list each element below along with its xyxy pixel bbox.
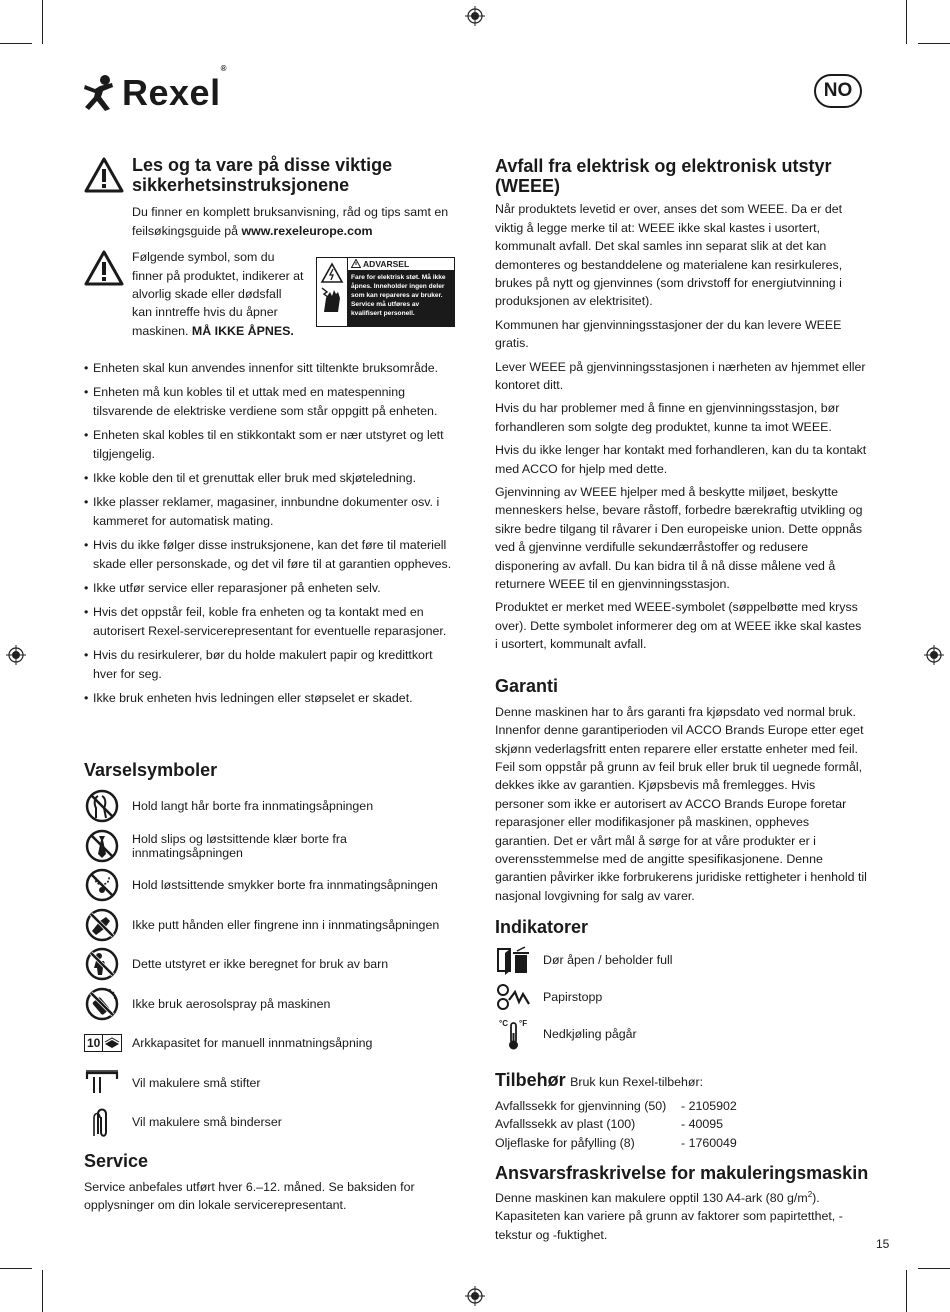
- accessories-heading: Tilbehør: [495, 1070, 566, 1090]
- symbol-label: Arkkapasitet for manuell innmatningsåpning: [132, 1036, 373, 1051]
- disclaimer-section: [495, 1163, 875, 1244]
- indicators-section: [495, 917, 867, 1053]
- staple-icon: [84, 1065, 120, 1101]
- weee-paragraph: Når produktets levetid er over, anses det som WEEE. Da er det viktig å legge merke til at: WEEE ikke skal kastes i usortert, kommunalt avfall. Det skal samles inn separat slik at det kan demonteres og bestanddelene og materialene kan resirkuleres, brukes på nytt og gjenvinnes (som drivstoff for energiutvinning i produksjonen av elektrisitet).: [495, 202, 843, 309]
- symbols-heading: Varselsymboler: [84, 760, 218, 780]
- symbol-label: Vil makulere små stifter: [132, 1075, 261, 1090]
- service-heading: Service: [84, 1151, 149, 1171]
- sheet-capacity-value: 10: [85, 1035, 103, 1051]
- accessory-name: Avfallssekk for gjenvinning (50): [495, 1099, 667, 1113]
- warning-triangle-icon: [84, 250, 124, 286]
- no-jewelry-icon: [84, 867, 120, 903]
- symbol-row: [84, 905, 456, 945]
- service-section: [84, 1151, 456, 1215]
- crop-mark: [42, 1270, 43, 1312]
- safety-bullet-item: • Ikke bruk enheten hvis ledningen eller støpselet er skadet.: [84, 689, 460, 707]
- disclaimer-text: Denne maskinen kan makulere opptil 130 A4-ark (80 $g/m^2$). Kapasiteten kan variere på grunn av faktorer som papirtetthet, -tekstur og -fuktighet.: [495, 1189, 843, 1242]
- symbol-label: Hold langt hår borte fra innmatingsåpningen: [132, 799, 374, 814]
- warning-label-body: Fare for elektrisk støt. Må ikke åpnes. Inneholder ingen deler som kan repareres av bruker. Service må utføres av kvalifisert personell.: [348, 271, 454, 326]
- paper-jam-icon: [495, 980, 531, 1014]
- brand-name: Rexel®: [122, 64, 227, 113]
- crop-mark: [918, 43, 950, 44]
- accessory-list: [495, 1097, 867, 1152]
- crop-mark: [918, 1268, 950, 1269]
- disclaimer-heading: Ansvarsfraskrivelse for makuleringsmaskin: [495, 1163, 869, 1183]
- warning-label: [316, 257, 455, 327]
- no-aerosol-icon: [84, 986, 120, 1022]
- registration-mark-icon: [924, 645, 944, 665]
- symbol-row: [84, 1024, 456, 1064]
- accessories-section: [495, 1070, 867, 1152]
- accessory-name: Oljeflaske for påfylling (8): [495, 1135, 635, 1150]
- indicator-label: Nedkjøling pågår: [543, 1027, 637, 1042]
- electric-shock-hand-icon: [320, 284, 344, 314]
- accessories-subheading: Bruk kun Rexel-tilbehør:: [570, 1075, 704, 1089]
- symbol-row: [84, 787, 456, 827]
- safety-heading: Les og ta vare på disse viktige sikkerhetsinstruksjonene: [132, 155, 393, 196]
- crop-mark: [906, 1270, 907, 1312]
- no-tie-icon: [84, 828, 120, 864]
- crop-mark: [42, 0, 43, 44]
- registration-mark-icon: [6, 645, 26, 665]
- warranty-section: [495, 676, 867, 905]
- crop-mark: [0, 1268, 32, 1269]
- weee-paragraph: Produktet er merket med WEEE-symbolet (søppelbøtte med kryss over). Dette symbolet informerer deg om at WEEE ikke skal kastes i usortert, kommunalt avfall.: [495, 600, 862, 652]
- no-children-icon: [84, 946, 120, 982]
- crop-mark: [0, 43, 32, 44]
- safety-bullet-item: • Enheten skal kobles til en stikkontakt som er nær utstyret og lett tilgjengelig.: [84, 426, 460, 463]
- safety-bullet-item: • Hvis det oppstår feil, koble fra enheten og ta kontakt med en autorisert Rexel-servicerepresentant for eventuelle reparasjoner.: [84, 603, 460, 640]
- symbol-row: [84, 945, 456, 985]
- weee-section: [495, 156, 867, 659]
- sheet-capacity-icon: [84, 1025, 120, 1061]
- warning-triangle-icon: [84, 157, 124, 193]
- indicator-row: [495, 942, 867, 979]
- indicators-heading: Indikatorer: [495, 917, 589, 937]
- accessory-code: - 40095: [681, 1117, 724, 1132]
- safety-heading-row: [84, 155, 456, 195]
- rexel-logo: [82, 64, 227, 114]
- accessory-code: - 2105902: [681, 1099, 737, 1113]
- service-text: Service anbefales utført hver 6.–12. måned. Se baksiden for opplysninger om din lokale servicerepresentant.: [84, 1179, 415, 1213]
- symbol-row: [84, 1103, 456, 1143]
- warranty-text: Denne maskinen har to års garanti fra kjøpsdato ved normal bruk. Innenfor denne garantiperioden vil ACCO Brands Europe etter eget skjønn vederlagsfritt enten reparere eller erstatte enheter med feil. Feil som oppstår på grunn av feil bruk eller bruk til uegnede formål, dekkes ikke av garantien. Kjøpsbevis må fremlegges. Hvis personer som ikke er autorisert av ACCO Brands Europe foretar reparasjoner eller modifikasjoner på maskinen, oppheves garantien. Det er vårt mål å sørge for at våre produkter er i overensstemmelse med de angitte spesifikasjonene. Denne garantien påvirker ikke forbrukerens juridiske rettigheter i henhold til nasjonal lovgivning for salg av varer.: [495, 704, 867, 903]
- safety-bullet-item: • Ikke koble den til et grenuttak eller bruk med skjøteledning.: [84, 469, 460, 487]
- safety-bullet-item: • Enheten må kun kobles til et uttak med en matespenning tilsvarende de elektriske verdiene som står oppgitt på enheten.: [84, 383, 460, 420]
- symbol-label: Hold slips og løstsittende klær borte fra innmatingsåpningen: [132, 831, 347, 860]
- svg-text:°F: °F: [519, 1019, 528, 1029]
- weee-paragraphs: [495, 200, 867, 653]
- safety-intro: Du finner en komplett bruksanvisning, råd og tips samt en feilsøkingsguide på www.rexeleurope.com: [132, 205, 449, 238]
- weee-heading: Avfall fra elektrisk og elektronisk utstyr (WEEE): [495, 156, 832, 197]
- door-open-bin-full-icon: [495, 943, 531, 977]
- weee-paragraph: Hvis du har problemer med å finne en gjenvinningsstasjon, bør forhandleren som solgte deg produktet, kunne ta imot WEEE.: [495, 401, 840, 434]
- crop-mark: [906, 0, 907, 44]
- warranty-heading: Garanti: [495, 676, 559, 696]
- symbol-label: Hold løstsittende smykker borte fra innmatingsåpningen: [132, 878, 438, 893]
- rexel-figure-icon: [82, 73, 118, 113]
- no-long-hair-icon: [84, 788, 120, 824]
- electric-hazard-icon: [320, 262, 344, 284]
- language-badge: NO: [814, 74, 862, 108]
- accessory-row: [495, 1134, 867, 1152]
- weee-paragraph: Lever WEEE på gjenvinningsstasjonen i nærheten av hjemmet eller kontoret ditt.: [495, 359, 866, 392]
- weee-paragraph: Gjenvinning av WEEE hjelper med å beskytte miljøet, beskytte menneskers helse, bevare råstoff, forbedre bærekraftig utvikling og sikre bedre tilgang til råvarer i Den europeiske union. Dette oppnås ved å gjenvinne verdifulle sekundærråstoffer og redusere disponering av avfall. Du kan bidra til å nå disse målene ved å returnere WEEE til en gjenvinningsstasjon.: [495, 485, 863, 592]
- symbols-section: [84, 760, 456, 1142]
- symbol-row: [84, 984, 456, 1024]
- safety-bullet-item: • Ikke plasser reklamer, magasiner, innbundne dokumenter osv. i kammeret for automatisk mating.: [84, 493, 460, 530]
- accessory-code: - 1760049: [681, 1135, 737, 1150]
- safety-bullet-item: • Ikke utfør service eller reparasjoner på enheten selv.: [84, 579, 460, 597]
- symbol-label: Ikke bruk aerosolspray på maskinen: [132, 996, 331, 1011]
- indicator-label: Papirstopp: [543, 990, 603, 1005]
- indicator-list: [495, 942, 867, 1053]
- svg-text:°C: °C: [499, 1019, 508, 1029]
- no-hand-icon: [84, 907, 120, 943]
- symbol-text: Følgende symbol, som du finner på produktet, indikerer at alvorlig skade eller dødsfall kan inntreffe hvis du åpner maskinen. MÅ IKKE ÅPNES.: [132, 250, 304, 338]
- indicator-row: [495, 979, 867, 1016]
- warning-small-icon: [351, 259, 361, 268]
- registration-mark-icon: [465, 6, 485, 26]
- weee-paragraph: Kommunen har gjenvinningsstasjoner der du kan levere WEEE gratis.: [495, 317, 842, 351]
- accessory-row: [495, 1115, 867, 1133]
- safety-bullet-item: • Enheten skal kun anvendes innenfor sitt tiltenkte bruksområde.: [84, 359, 460, 377]
- weee-paragraph: Hvis du ikke lenger har kontakt med forhandleren, kan du ta kontakt med ACCO for hjelp med dette.: [495, 443, 867, 476]
- symbol-label: Dette utstyret er ikke beregnet for bruk av barn: [132, 957, 389, 972]
- indicator-label: Dør åpen / beholder full: [543, 953, 673, 968]
- rexel-url[interactable]: www.rexeleurope.com: [241, 223, 373, 238]
- page-number: 15: [876, 1237, 890, 1251]
- thermometer-icon: [495, 1017, 531, 1051]
- paperclip-icon: [84, 1104, 120, 1140]
- symbol-label: Ikke putt hånden eller fingrene inn i innmatingsåpningen: [132, 917, 440, 932]
- symbol-row: [84, 1063, 456, 1103]
- registration-mark-icon: [465, 1286, 485, 1306]
- accessory-row: [495, 1097, 867, 1115]
- symbol-row: [84, 866, 456, 906]
- safety-bullet-item: • Hvis du resirkulerer, bør du holde makulert papir og kredittkort hver for seg.: [84, 646, 460, 683]
- symbol-row: [84, 826, 456, 866]
- accessory-name: Avfallssekk av plast (100): [495, 1117, 636, 1132]
- accessories-heading-row: [495, 1070, 867, 1091]
- warning-label-title: ADVARSEL: [348, 258, 454, 271]
- symbol-list: [84, 787, 456, 1143]
- safety-bullet-item: • Hvis du ikke følger disse instruksjonene, kan det føre til materiell skade eller personskade, og det vil føre til at garantien oppheves.: [84, 536, 460, 573]
- warning-label-icons: [317, 258, 348, 326]
- indicator-row: [495, 1016, 867, 1053]
- symbol-label: Vil makulere små binderser: [132, 1115, 282, 1130]
- safety-bullet-list: [84, 359, 460, 714]
